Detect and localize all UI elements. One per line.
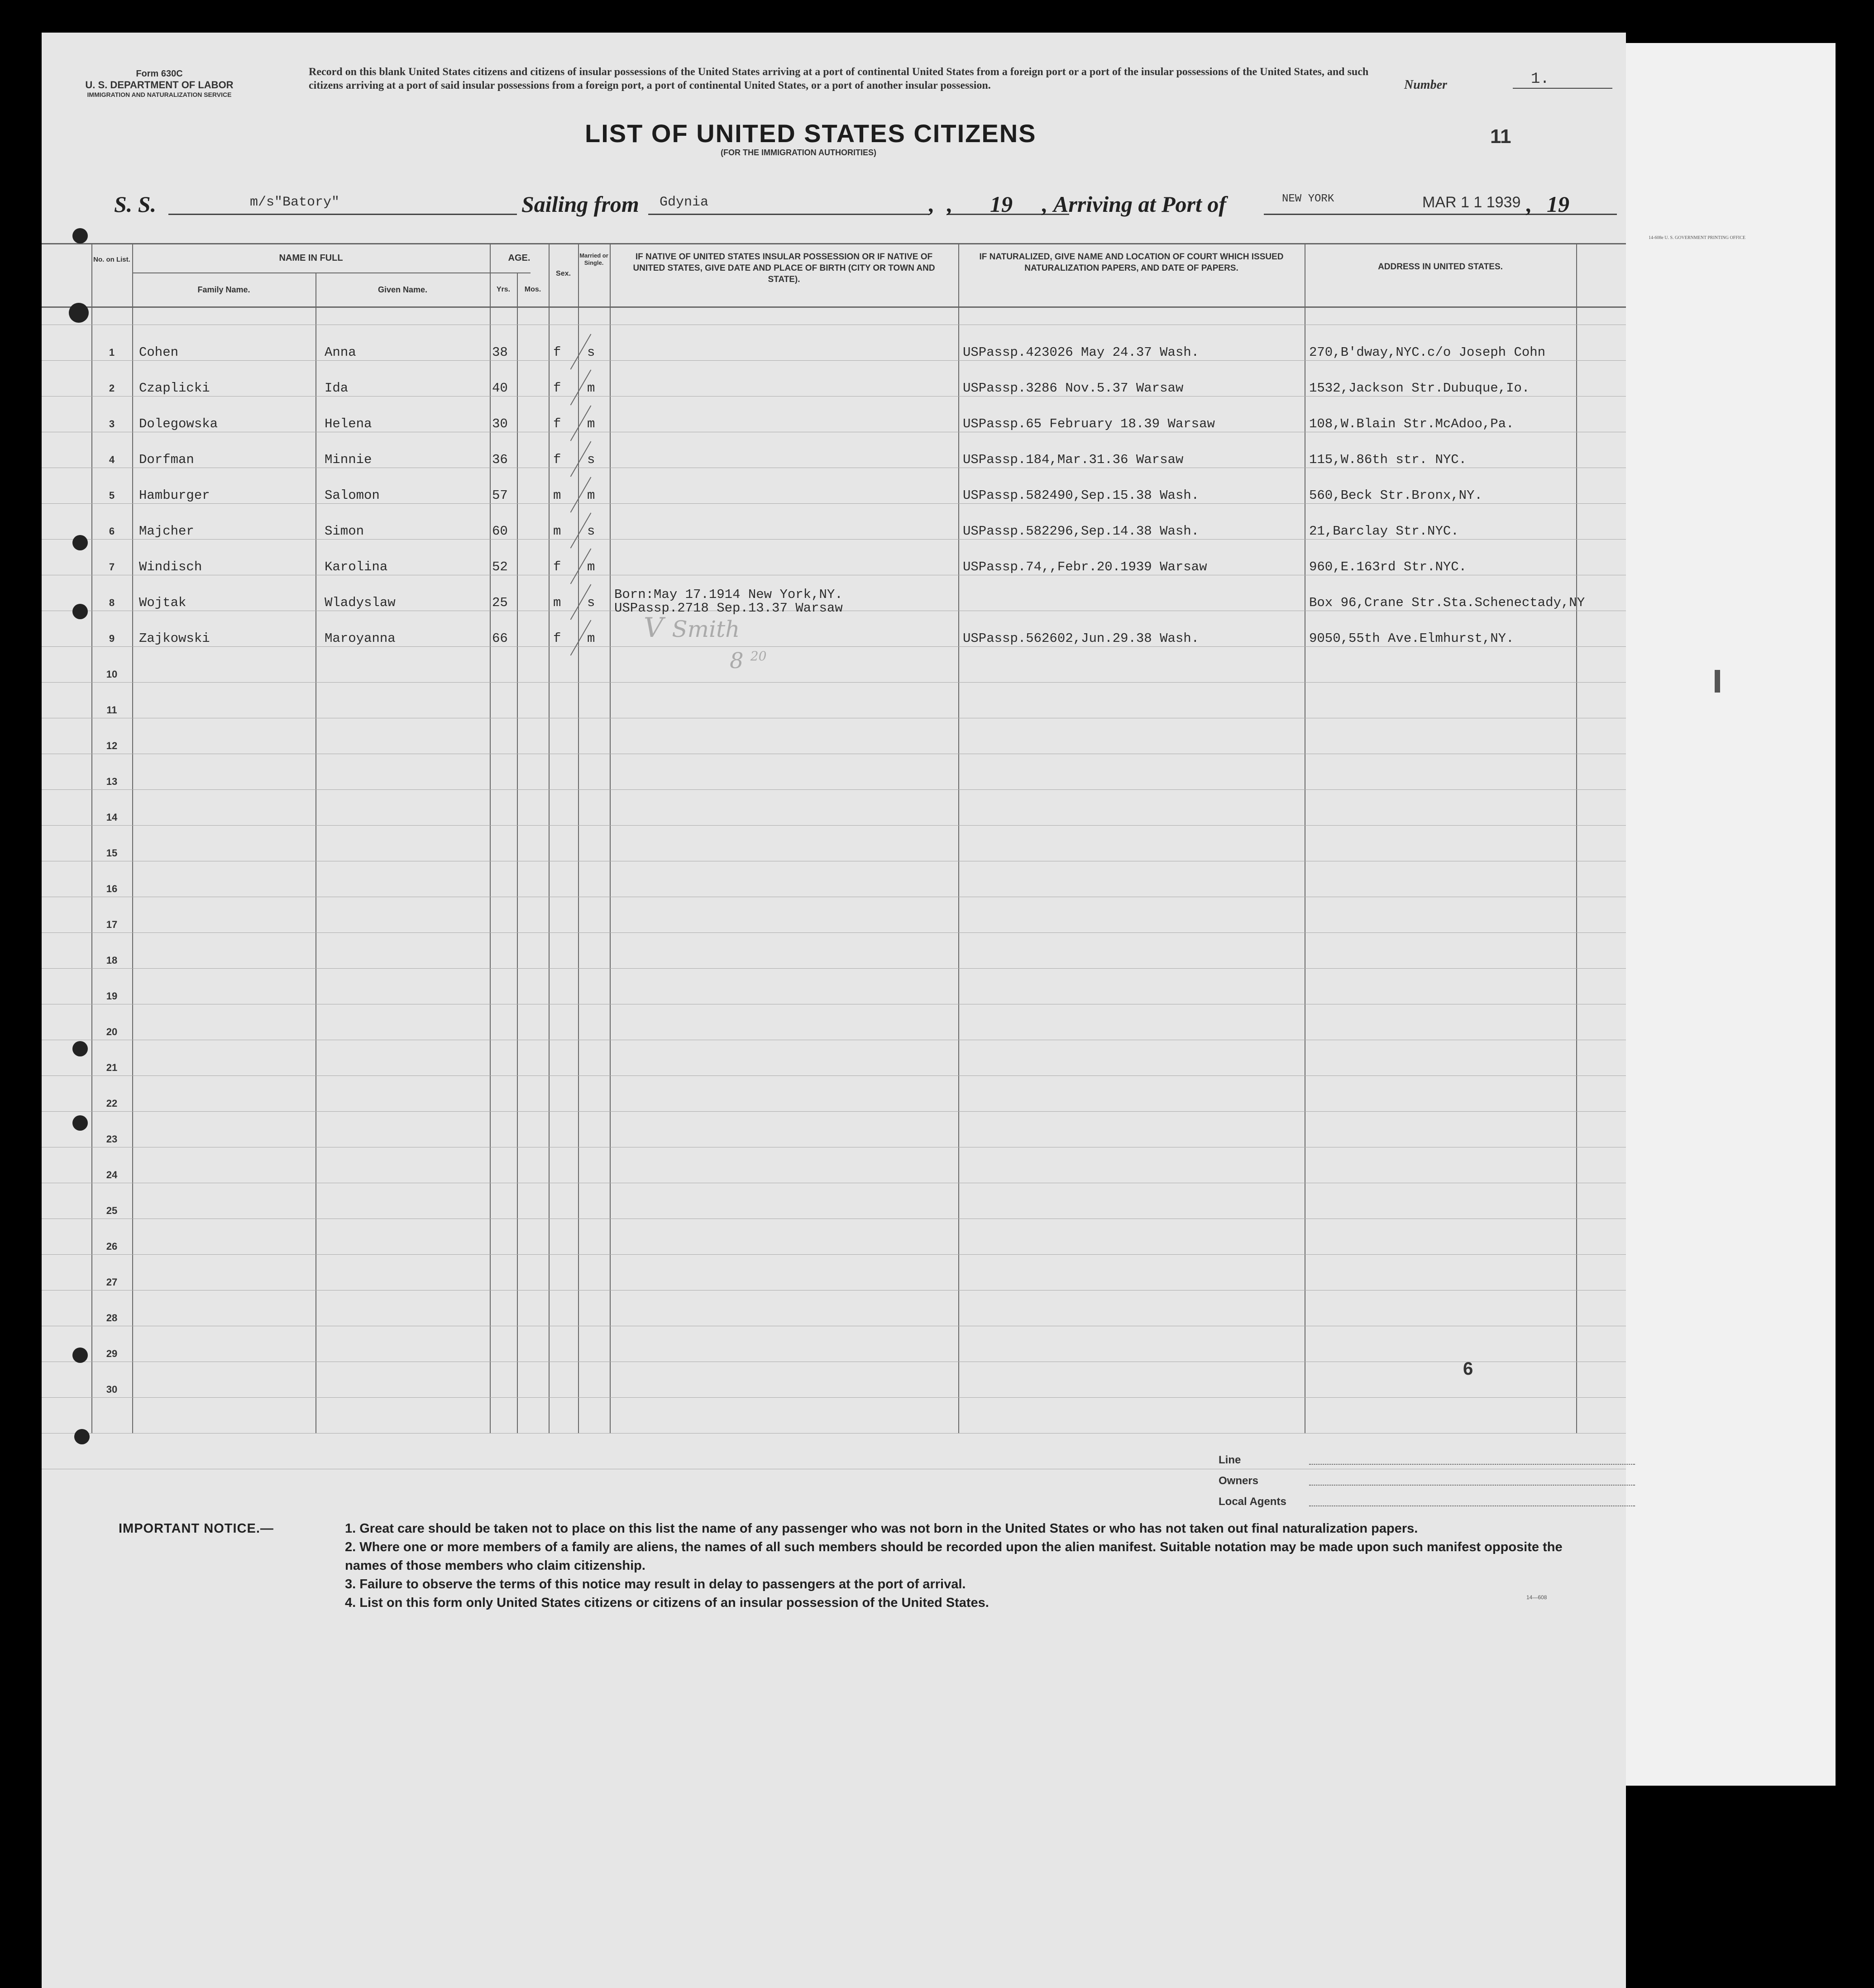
cell-yrs: 40 — [492, 381, 508, 396]
cell-family: Wojtak — [139, 595, 186, 610]
header-months: Mos. — [524, 286, 541, 293]
cell-yrs: 30 — [492, 416, 508, 431]
row-number: 15 — [106, 847, 118, 859]
row-rule — [42, 1433, 1626, 1434]
cell-yrs: 57 — [492, 488, 508, 503]
row-number: 26 — [106, 1241, 118, 1252]
cell-address: 108,W.Blain Str.McAdoo,Pa. — [1309, 416, 1514, 431]
row-rule — [42, 682, 1626, 683]
cell-family: Hamburger — [139, 488, 210, 503]
page-title: LIST OF UNITED STATES CITIZENS — [585, 119, 1037, 148]
row-rule — [42, 789, 1626, 790]
row-number: 21 — [106, 1062, 118, 1073]
cell-yrs: 36 — [492, 452, 508, 467]
row-number: 11 — [106, 704, 117, 716]
binder-hole — [72, 1115, 88, 1131]
cell-naturalized: USPassp.582296,Sep.14.38 Wash. — [963, 524, 1200, 539]
pencil-annotation: 8 $^{20}$ — [730, 648, 767, 674]
cell-sex: f — [553, 559, 561, 574]
row-rule — [42, 503, 1626, 504]
cell-sex: f — [553, 381, 561, 396]
row-number: 4 — [109, 454, 115, 465]
cell-given: Anna — [325, 345, 356, 360]
cell-address: 21,Barclay Str.NYC. — [1309, 524, 1459, 539]
year-prefix: 19 — [990, 191, 1013, 217]
row-number: 17 — [106, 919, 118, 930]
cell-naturalized: USPassp.184,Mar.31.36 Warsaw — [963, 452, 1184, 467]
header-age: AGE. — [508, 253, 531, 263]
cell-married: s — [587, 452, 595, 467]
cell-given: Helena — [325, 416, 372, 431]
cell-given: Wladyslaw — [325, 595, 396, 610]
cell-family: Windisch — [139, 559, 202, 574]
cell-given: Salomon — [325, 488, 380, 503]
cell-yrs: 66 — [492, 631, 508, 646]
cell-married: m — [587, 416, 595, 431]
cell-address: 270,B'dway,NYC.c/o Joseph Cohn — [1309, 345, 1546, 360]
citizens-table — [42, 243, 1626, 1452]
arriving-label: Arriving at Port of — [1053, 191, 1226, 217]
row-number: 14 — [106, 812, 118, 823]
row-rule — [42, 1111, 1626, 1112]
arrival-date-stamp: MAR 1 1 1939 — [1422, 194, 1521, 211]
row-number: 29 — [106, 1348, 118, 1359]
list-number — [1404, 71, 1549, 92]
row-number: 18 — [106, 955, 118, 966]
notice-item: 2. Where one or more members of a family are aliens, the names of all such members should be recorded upon the alien manifest. Suitable notation may be made upon such manifest opposite the names of those members who claim citizenship. — [345, 1540, 1563, 1573]
cell-naturalized: USPassp.423026 May 24.37 Wash. — [963, 345, 1200, 360]
owners-label: Owners — [1219, 1475, 1259, 1487]
service-name: IMMIGRATION AND NATURALIZATION SERVICE — [87, 91, 232, 98]
row-number: 24 — [106, 1169, 118, 1180]
binder-hole — [72, 228, 88, 244]
row-number: 2 — [109, 382, 115, 394]
row-rule — [42, 932, 1626, 933]
cell-address: Box 96,Crane Str.Sta.Schenectady,NY — [1309, 595, 1585, 610]
row-rule — [42, 539, 1626, 540]
sailing-label: Sailing from — [521, 191, 639, 217]
pencil-tally: 6 — [1463, 1359, 1473, 1379]
cell-sex: f — [553, 452, 561, 467]
binder-hole — [72, 604, 88, 619]
form-identifier — [42, 69, 277, 98]
row-number: 10 — [106, 669, 118, 680]
binder-hole — [72, 535, 88, 550]
cell-family: Majcher — [139, 524, 194, 539]
cell-married: m — [587, 559, 595, 574]
cell-yrs: 25 — [492, 595, 508, 610]
cell-yrs: 52 — [492, 559, 508, 574]
cell-address: 560,Beck Str.Bronx,NY. — [1309, 488, 1482, 503]
row-rule — [42, 396, 1626, 397]
row-number: 9 — [109, 633, 115, 644]
notice-item: 3. Failure to observe the terms of this notice may result in delay to passengers at the port of arrival. — [345, 1577, 966, 1591]
row-number: 25 — [106, 1205, 118, 1216]
cell-married: s — [587, 524, 595, 539]
cell-married: s — [587, 595, 595, 610]
cell-address: 960,E.163rd Str.NYC. — [1309, 559, 1467, 574]
cell-sex: m — [553, 524, 561, 539]
form-instructions: Record on this blank United States citizens and citizens of insular possessions of the United States arriving at a port of continental United States from a foreign port or a port of the insular possessions of the United States, and such citizens arriving at a port of said insular possessions from a foreign port, a port of continental United States, or a port of another insular possession. — [309, 66, 1369, 91]
row-number: 8 — [109, 597, 115, 608]
row-rule — [42, 360, 1626, 361]
cell-family: Zajkowski — [139, 631, 210, 646]
cell-family: Czaplicki — [139, 381, 210, 396]
row-number: 3 — [109, 418, 115, 430]
binder-hole — [72, 1041, 88, 1056]
footer-fields — [1219, 1454, 1286, 1516]
cell-yrs: 60 — [492, 524, 508, 539]
number-value: 1. — [1513, 71, 1612, 89]
cell-naturalized: USPassp.3286 Nov.5.37 Warsaw — [963, 381, 1184, 396]
header-given-name: Given Name. — [378, 285, 428, 294]
arrival-port: NEW YORK — [1282, 193, 1334, 205]
back-page-mark — [1715, 670, 1720, 693]
binder-hole — [72, 1348, 88, 1363]
number-label: Number — [1404, 78, 1447, 92]
cell-family: Dolegowska — [139, 416, 218, 431]
cell-naturalized: USPassp.562602,Jun.29.38 Wash. — [963, 631, 1200, 646]
form-number: Form 630C — [136, 69, 183, 79]
printer-mark: 14-608e U. S. GOVERNMENT PRINTING OFFICE — [1649, 235, 1745, 240]
row-rule — [42, 825, 1626, 826]
row-number: 1 — [109, 347, 115, 358]
cell-address: 1532,Jackson Str.Dubuque,Io. — [1309, 381, 1530, 396]
row-number: 19 — [106, 990, 118, 1002]
row-number: 22 — [106, 1098, 118, 1109]
header-name-in-full: NAME IN FULL — [279, 253, 343, 263]
page-subtitle: (FOR THE IMMIGRATION AUTHORITIES) — [721, 148, 876, 157]
cell-sex: f — [553, 345, 561, 360]
cell-naturalized: USPassp.74,,Febr.20.1939 Warsaw — [963, 559, 1207, 574]
binder-hole — [69, 303, 89, 323]
cell-married: s — [587, 345, 595, 360]
row-rule — [42, 1254, 1626, 1255]
cell-family: Dorfman — [139, 452, 194, 467]
row-rule — [42, 1075, 1626, 1076]
line-label: Line — [1219, 1454, 1241, 1466]
row-number: 12 — [106, 740, 118, 751]
notice-heading: IMPORTANT NOTICE.— — [119, 1521, 274, 1536]
header-no-on-list: No. on List. — [93, 256, 130, 263]
department-name: U. S. DEPARTMENT OF LABOR — [85, 79, 234, 91]
row-number: 23 — [106, 1133, 118, 1145]
header-family-name: Family Name. — [197, 285, 250, 294]
pencil-annotation: V Smith — [644, 612, 740, 644]
ship-name: m/s"Batory" — [250, 195, 340, 210]
cell-family: Cohen — [139, 345, 179, 360]
notice-item: 4. List on this form only United States citizens or citizens of an insular possession of the United States. — [345, 1596, 989, 1610]
row-number: 27 — [106, 1276, 118, 1288]
row-number: 30 — [106, 1384, 118, 1395]
row-number: 20 — [106, 1026, 118, 1037]
cell-given: Simon — [325, 524, 364, 539]
row-rule — [42, 968, 1626, 969]
cell-native2: USPassp.2718 Sep.13.37 Warsaw — [614, 601, 843, 616]
cell-sex: m — [553, 595, 561, 610]
cell-married: m — [587, 631, 595, 646]
cell-given: Ida — [325, 381, 349, 396]
ss-label: S. S. — [114, 191, 157, 217]
header-naturalization: IF NATURALIZED, GIVE NAME AND LOCATION OF COURT WHICH ISSUED NATURALIZATION PAPERS, AND DATE OF PAPERS. — [979, 252, 1284, 273]
header-sex: Sex. — [556, 270, 571, 277]
departure-port: Gdynia — [660, 195, 709, 210]
back-page — [1605, 43, 1836, 1786]
cell-married: m — [587, 488, 595, 503]
header-native-birth: IF NATIVE OF UNITED STATES INSULAR POSSESSION OR IF NATIVE OF UNITED STATES, GIVE DATE AND PLACE OF BIRTH (CITY OR TOWN AND STATE). — [633, 252, 935, 284]
cell-address: 9050,55th Ave.Elmhurst,NY. — [1309, 631, 1514, 646]
row-rule — [42, 646, 1626, 647]
cell-given: Maroyanna — [325, 631, 396, 646]
row-number: 13 — [106, 776, 118, 787]
row-number: 6 — [109, 526, 115, 537]
cell-sex: m — [553, 488, 561, 503]
cell-naturalized: USPassp.582490,Sep.15.38 Wash. — [963, 488, 1200, 503]
header-years: Yrs. — [496, 286, 511, 293]
header-address: ADDRESS IN UNITED STATES. — [1378, 262, 1503, 272]
cell-given: Minnie — [325, 452, 372, 467]
cell-address: 115,W.86th str. NYC. — [1309, 452, 1467, 467]
row-number: 16 — [106, 883, 118, 894]
row-number: 28 — [106, 1312, 118, 1324]
cell-naturalized: USPassp.65 February 18.39 Warsaw — [963, 416, 1215, 431]
binder-hole — [74, 1429, 90, 1444]
row-number: 5 — [109, 490, 115, 501]
row-number: 7 — [109, 561, 115, 573]
cell-sex: f — [553, 416, 561, 431]
notice-item: 1. Great care should be taken not to place on this list the name of any passenger who was not born in the United States or who has not taken out final naturalization papers. — [345, 1521, 1418, 1536]
cell-married: m — [587, 381, 595, 396]
cell-sex: f — [553, 631, 561, 646]
cell-yrs: 38 — [492, 345, 508, 360]
manifest-sheet: Form 630C U. S. DEPARTMENT OF LABOR IMMIGRATION AND NATURALIZATION SERVICE Record on this blank United States citizens and citizens of insular possessions of the United States arriving at a port of continental United States from a foreign port or a port of the insular possessions of the United States, and such citizens arriving at a port of said insular possessions from a foreign port, a port of continental United States, or a port of another insular possession. Number 1. LIST OF UNITED STATES CITIZENS (FOR THE IMMIGRATION AUTHORITIES) 11 S. S. m/s"Batory" Sailing from Gdynia , , 19 , Arriving at Port of NEW YORK MAR 1 1 1939 , 19 14-608e U. S. GOVERNMENT PRINTING OFFICE No. on List. NAME IN FULL Family Name. Given Name. AGE. Yrs. Mos. Sex. Married or Single. IF NATIVE OF UNITED STATES INSULAR POSSESSION OR IF NATIVE OF UNITED STATES, GIVE DATE AND PLACE OF BIRTH (CITY OR TOWN AND STATE). IF NATURALIZED, GIVE NAME AND LOCATION OF COURT WHICH ISSUED NATURALIZATION PAPERS, AND DATE OF PAPERS. ADDRESS IN UNITED STATES. 1 Cohen Anna 38 f s USPassp.423026 May 24.37 Wash. 270,B'dway,NYC.c/o Joseph Cohn 2 Czaplicki Ida 40 f m USPassp.3286 Nov.5.37 Warsaw 1532,Jackson Str.Dubuque,Io. 3 Dolegowska Helena 30 f m USPassp.65 February 18.39 Warsaw 108,W.Blain Str.McAdoo,Pa. 4 Dorfman Minnie 36 f s USPassp.184,Mar.31.36 Warsaw 115,W.86th str. NYC. 5 Hamburger Salomon 57 m m USPassp.582490,Sep.15.38 Wash. 560,Beck Str.Bronx,NY. 6 Majcher Simon 60 m s USPassp.582296,Sep.14.38 Wash. 21,Barclay Str.NYC. 7 Windisch Karolina 52 f m USPassp.74,,Febr.20.1939 Warsaw 960,E.163rd Str.NYC. 8 Wojtak Wladyslaw 25 m s Born:May 17.1914 New York,NY. Box 96,Crane Str.Sta.Schenectady,NY USPassp.2718 Sep.13.37 Warsaw 9 Zajkowski Maroyanna 66 f m USPassp.562602,Jun.29.38 Wash. 9050,55th Ave.Elmhurst,NY. 10 11 12 13 14 15 16 17 18 19 20 21 22 23 24 25 26 27 28 29 30 V Smith 8 $^{20}$ 6 Line Owners Local Agents IMPORTANT NOTICE.— 1. Great care should be taken not to place on this list the name of any passenger who was not born in the United States or who has not taken out final naturalization papers. 2. Where one or more members of a family are aliens, the names of all such members should be recorded upon the alien manifest. Suitable notation may be made upon such manifest opposite the names of those members who claim citizenship. 3. Failure to observe the terms of this notice may result in delay to passengers at the port of arrival. 4. List on this form only United States citizens or citizens of an insular possession of the United States. 14—608 — [42, 33, 1626, 1988]
header-married-single: Married or Single. — [579, 252, 608, 266]
page-number: 11 — [1490, 125, 1511, 148]
cell-native1: Born:May 17.1914 New York,NY. — [614, 587, 843, 602]
form-code: 14—608 — [1526, 1594, 1547, 1601]
cell-given: Karolina — [325, 559, 388, 574]
agents-label: Local Agents — [1219, 1496, 1286, 1508]
row-rule — [42, 1397, 1626, 1398]
year-prefix-2: 19 — [1547, 191, 1569, 217]
